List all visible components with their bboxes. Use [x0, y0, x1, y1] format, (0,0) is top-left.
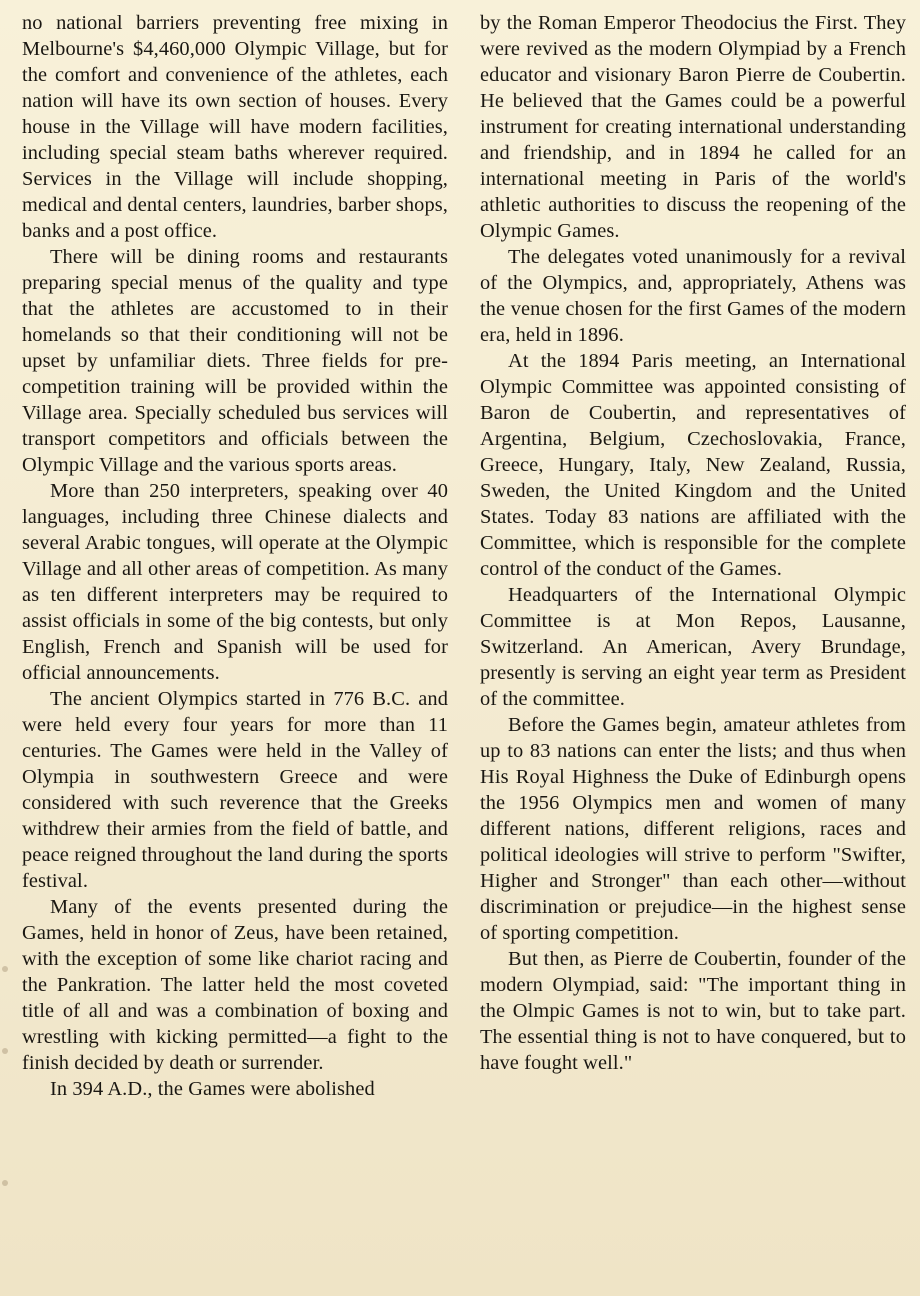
- paragraph-revival: by the Roman Emperor Theodocius the First. They were revived as the modern Olympiad by a French educator and visionary Baron Pierre de Coubertin. He believed that the Games could be a powerful instrument for creating international understanding and friendship, and in 1894 he called for an international meeting in Paris of the world's athletic authorities to discuss the reopening of the Olympic Games.: [480, 12, 906, 242]
- paper-speck: [2, 1180, 8, 1186]
- right-column: [480, 10, 906, 1076]
- paragraph-events: Many of the events presented during the Games, held in honor of Zeus, have been retained, with the exception of some like chariot racing and the Pankration. The latter held the most coveted title of all and was a combination of boxing and wrestling with kicking permitted—a fight to the finish decided by death or surrender.: [22, 896, 448, 1074]
- paper-speck: [2, 1048, 8, 1054]
- paragraph-delegates: The delegates voted unanimously for a revival of the Olympics, and, appropriately, Athens was the venue chosen for the first Games of the modern era, held in 1896.: [480, 246, 906, 346]
- paragraph-interpreters: More than 250 interpreters, speaking over 40 languages, including three Chinese dialects and several Arabic tongues, will operate at the Olympic Village and all other areas of competition. As many as ten different interpreters may be required to assist officials in some of the big contests, but only English, French and Spanish will be used for official announcements.: [22, 480, 448, 684]
- paragraph-dining: There will be dining rooms and restaurants preparing special menus of the quality and type that the athletes are accustomed to in their homelands so that their conditioning will not be upset by unfamiliar diets. Three fields for pre-competition training will be provided within the Village area. Specially scheduled bus services will transport competitors and officials between the Olympic Village and the various sports areas.: [22, 246, 448, 476]
- paragraph-before-games: Before the Games begin, amateur athletes from up to 83 nations can enter the lists; and thus when His Royal Highness the Duke of Edinburgh opens the 1956 Olympics men and women of many different nations, different religions, races and political ideologies will strive to perform "Swifter, Higher and Stronger" than each other—without discrimination or prejudice—in the highest sense of sporting competition.: [480, 714, 906, 944]
- paragraph-abolished: In 394 A.D., the Games were abolished: [50, 1078, 375, 1100]
- left-column: [22, 10, 448, 1102]
- paragraph-headquarters: Headquarters of the International Olympic Committee is at Mon Repos, Lausanne, Switzerland. An American, Avery Brundage, presently is serving an eight year term as President of the committee.: [480, 584, 906, 710]
- paragraph-ancient-olympics: The ancient Olympics started in 776 B.C. and were held every four years for more than 11 centuries. The Games were held in the Valley of Olympia in southwestern Greece and were considered with such reverence that the Greeks withdrew their armies from the field of battle, and peace reigned throughout the land during the sports festival.: [22, 688, 448, 892]
- paragraph-quote: But then, as Pierre de Coubertin, founder of the modern Olympiad, said: "The important thing in the Olmpic Games is not to win, but to take part. The essential thing is not to have conquered, but to have fought well.": [480, 948, 906, 1074]
- paragraph-olympic-village: no national barriers preventing free mixing in Melbourne's $4,460,000 Olympic Village, but for the comfort and convenience of the athletes, each nation will have its own section of houses. Every house in the Village will have modern facilities, including special steam baths wherever required. Services in the Village will include shopping, medical and dental centers, laundries, barber shops, banks and a post office.: [22, 12, 448, 242]
- paragraph-committee: At the 1894 Paris meeting, an International Olympic Committee was appointed consisting of Baron de Coubertin, and representatives of Argentina, Belgium, Czechoslovakia, France, Greece, Hungary, Italy, New Zealand, Russia, Sweden, the United Kingdom and the United States. Today 83 nations are affiliated with the Committee, which is responsible for the complete control of the conduct of the Games.: [480, 350, 906, 580]
- paper-speck: [2, 966, 8, 972]
